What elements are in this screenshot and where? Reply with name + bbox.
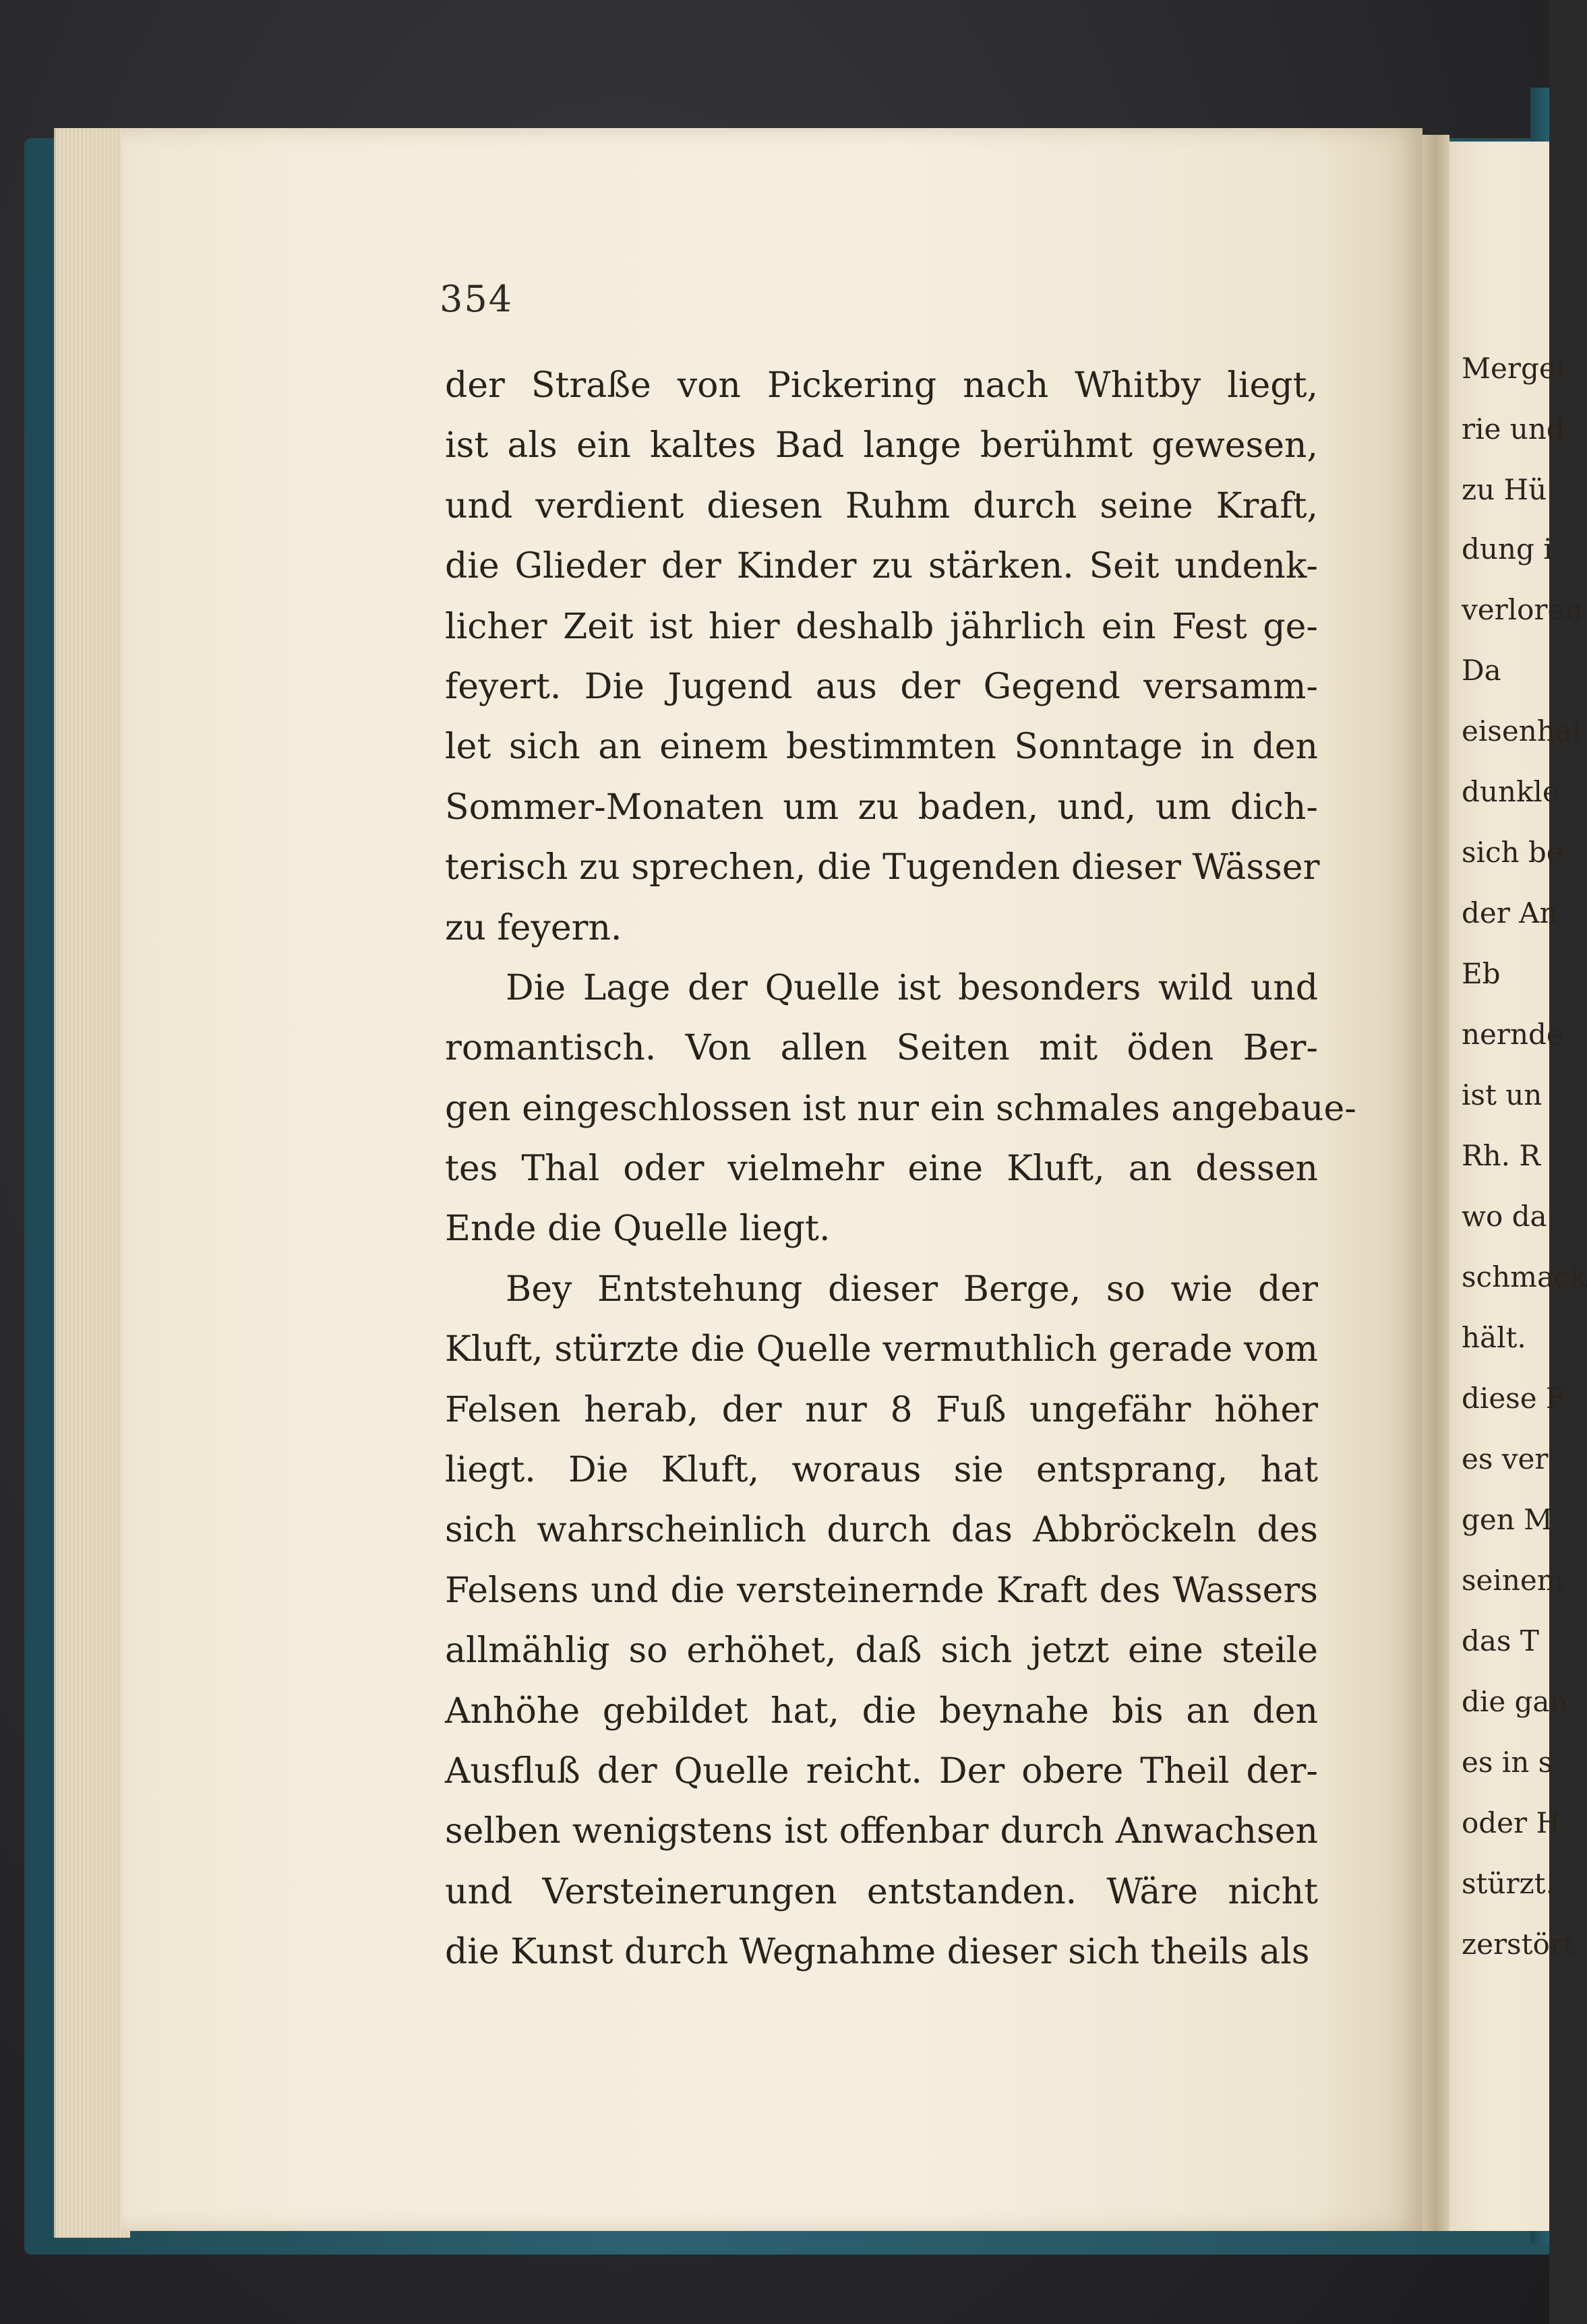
right-page-text-fragment: rie und bbox=[1462, 412, 1565, 446]
right-page-text-fragment: gen M bbox=[1462, 1503, 1553, 1536]
text-line: die Glieder der Kinder zu stärken. Seit undenk- bbox=[445, 546, 1318, 587]
right-page-text-fragment: zerstört bbox=[1462, 1928, 1575, 1961]
text-line: Sommer-Monaten um zu baden, und, um dich- bbox=[445, 787, 1318, 828]
page-edges bbox=[54, 128, 130, 2238]
right-page-text-fragment: seinem bbox=[1462, 1564, 1564, 1597]
right-page-text-fragment: wo da bbox=[1462, 1200, 1547, 1233]
text-line: sich wahrscheinlich durch das Abbröckeln des bbox=[445, 1510, 1318, 1551]
text-line: terisch zu sprechen, die Tugenden dieser Wässer bbox=[445, 847, 1320, 888]
right-page-text-fragment: Da bbox=[1462, 654, 1501, 687]
text-line: allmählig so erhöhet, daß sich jetzt eine steile bbox=[445, 1630, 1318, 1672]
right-page-text-fragment: diese F bbox=[1462, 1382, 1566, 1415]
text-line: tes Thal oder vielmehr eine Kluft, an dessen bbox=[445, 1149, 1318, 1190]
text-line: die Kunst durch Wegnahme dieser sich theils als bbox=[445, 1932, 1310, 1973]
text-line: Felsen herab, der nur 8 Fuß ungefähr höher bbox=[445, 1389, 1318, 1430]
right-page-text-fragment: der An bbox=[1462, 896, 1558, 929]
right-page-text-fragment: sich be bbox=[1462, 836, 1563, 869]
text-line: zu feyern. bbox=[445, 907, 622, 948]
right-page-text-fragment: ist un bbox=[1462, 1078, 1543, 1111]
right-page-text-fragment: dung i bbox=[1462, 532, 1553, 565]
text-line: Die Lage der Quelle ist besonders wild und bbox=[506, 967, 1318, 1008]
right-page-text-fragment: dunkle bbox=[1462, 775, 1559, 808]
text-line: der Straße von Pickering nach Whitby liegt, bbox=[445, 365, 1318, 406]
text-line: und Versteinerungen entstanden. Wäre nicht bbox=[445, 1871, 1318, 1912]
text-line: romantisch. Von allen Seiten mit öden Ber- bbox=[445, 1028, 1318, 1069]
right-page-text-fragment: Mergel bbox=[1462, 352, 1565, 385]
right-page-text-fragment: oder H bbox=[1462, 1806, 1561, 1839]
right-page-text-fragment: es in s bbox=[1462, 1746, 1553, 1779]
text-line: gen eingeschlossen ist nur ein schmales angebaue- bbox=[445, 1088, 1356, 1129]
page-number: 354 bbox=[440, 278, 514, 320]
right-page-text-fragment: zu Hü bbox=[1462, 473, 1547, 506]
right-page-text-fragment: schmack bbox=[1462, 1260, 1587, 1293]
text-line: und verdient diesen Ruhm durch seine Kraft, bbox=[445, 485, 1318, 526]
text-line: Kluft, stürzte die Quelle vermuthlich gerade vom bbox=[445, 1329, 1318, 1370]
text-line: selben wenigstens ist offenbar durch Anwachsen bbox=[445, 1811, 1318, 1852]
right-page-text-fragment: stürzt. bbox=[1462, 1867, 1555, 1900]
text-line: Felsens und die versteinernde Kraft des Wassers bbox=[445, 1570, 1318, 1611]
text-line: liegt. Die Kluft, woraus sie entsprang, hat bbox=[445, 1450, 1318, 1491]
text-line: licher Zeit ist hier deshalb jährlich ein Fest ge- bbox=[445, 606, 1318, 647]
text-line: ist als ein kaltes Bad lange berühmt gewesen, bbox=[445, 425, 1318, 466]
right-page-text-fragment: die gan bbox=[1462, 1685, 1568, 1718]
right-page-text-fragment: verloren bbox=[1462, 593, 1583, 626]
book-gutter bbox=[1423, 135, 1449, 2231]
text-line: Bey Entstehung dieser Berge, so wie der bbox=[506, 1268, 1318, 1310]
right-page-text-fragment: nernde bbox=[1462, 1018, 1563, 1051]
text-line: Ende die Quelle liegt. bbox=[445, 1209, 831, 1250]
right-page-text-fragment: hält. bbox=[1462, 1321, 1526, 1354]
text-line: Anhöhe gebildet hat, die beynahe bis an den bbox=[445, 1690, 1318, 1732]
right-page-text-fragment: das T bbox=[1462, 1624, 1539, 1657]
right-page-fragment bbox=[1449, 142, 1587, 2231]
text-line: let sich an einem bestimmten Sonntage in den bbox=[445, 727, 1318, 768]
right-page-text-fragment: Eb bbox=[1462, 957, 1501, 990]
text-line: feyert. Die Jugend aus der Gegend versamm- bbox=[445, 666, 1318, 707]
right-page-text-fragment: es ver bbox=[1462, 1442, 1549, 1475]
page-text bbox=[445, 356, 1356, 1983]
right-page-text-fragment: eisenhal bbox=[1462, 714, 1582, 747]
text-line: Ausfluß der Quelle reicht. Der obere Theil der- bbox=[445, 1750, 1318, 1792]
right-page-text-fragment: Rh. R bbox=[1462, 1139, 1540, 1172]
